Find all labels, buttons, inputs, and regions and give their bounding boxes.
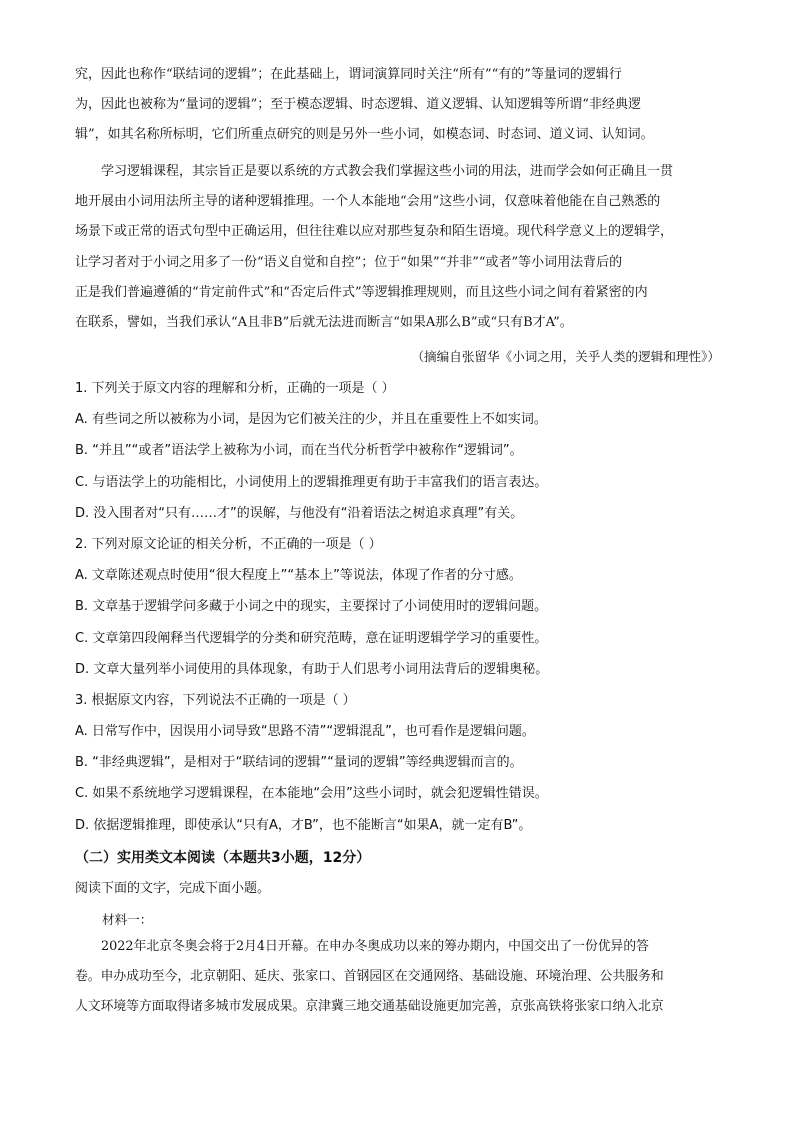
answer-option: B. 文章基于逻辑学问多藏于小词之中的现实，主要探讨了小词使用时的逻辑问题。 [75,599,548,615]
answer-option: A. 日常写作中，因误用小词导致“思路不清”“逻辑混乱”，也可看作是逻辑问题。 [75,724,535,740]
question-stem: 3. 根据原文内容，下列说法不正确的一项是（ ） [75,692,356,708]
material-text [75,932,720,1023]
answer-option: B. “并且”“或者”语法学上被称为小词，而在当代分析哲学中被称作“逻辑词”。 [75,443,523,459]
passage-source: （摘编自张留华《小词之用，关乎人类的逻辑和理性》） [411,349,720,364]
passage-line: 为，因此也被称为“量词的逻辑”；至于模态逻辑、时态逻辑、道义逻辑、认知逻辑等所谓“非经典逻 [75,97,641,113]
answer-option: D. 依据逻辑推理，即使承认“只有A，才B”，也不能断言“如果A，就一定有B”。 [75,817,532,833]
answer-option: C. 文章第四段阐释当代逻辑学的分类和研究范畴，意在证明逻辑学学习的重要性。 [75,630,548,646]
answer-option: C. 与语法学上的功能相比，小词使用上的逻辑推理更有助于丰富我们的语言表达。 [75,474,548,490]
material-line: 人文环境等方面取得诸多城市发展成果。京津冀三地交通基础设施更加完善，京张高铁将张家口纳入北京 [75,999,664,1015]
answer-option: D. 没入围者对“只有……才”的误解，与他没有“沿着语法之树追求真理”有关。 [75,505,524,521]
passage-line: 让学习者对于小词之用多了一份“语义自觉和自控”；位于“如果”“并非”“或者”等小词用法背后的 [75,254,623,270]
answer-option: D. 文章大量列举小词使用的具体现象，有助于人们思考小词用法背后的逻辑奥秘。 [75,661,549,677]
passage-line: 地开展由小词用法所主导的诸种逻辑推理。一个人本能地“会用”这些小词，仅意味着他能在自己熟悉的 [75,194,661,210]
passage-line: 究，因此也称作“联结词的逻辑”；在此基础上，谓词演算同时关注“所有”“有的”等量词的逻辑行 [75,67,622,82]
answer-option: A. 文章陈述观点时使用“很大程度上”“基本上”等说法，体现了作者的分寸感。 [75,568,522,584]
material-line: 卷。申办成功至今，北京朝阳、延庆、张家口、首钢园区在交通网络、基础设施、环境治理、公共服务和 [75,969,664,985]
passage-paragraph [75,157,720,338]
question-stem: 2. 下列对原文论证的相关分析，不正确的一项是（ ） [75,536,382,552]
section-title: （二）实用类文本阅读（本题共3小题，12分） [75,850,371,866]
passage-line: 学习逻辑课程，其宗旨正是要以系统的方式教会我们掌握这些小词的用法，进而学会如何正确且一贯 [101,164,674,179]
answer-option: C. 如果不系统地学习逻辑课程，在本能地“会用”这些小词时，就会犯逻辑性错误。 [75,786,548,802]
passage-line: 场景下或正常的语式句型中正确运用，但往往难以应对那些复杂和陌生语境。现代科学意义上的逻辑学， [75,224,674,240]
material-label: 材料一： [102,912,153,927]
material-line: 2022年北京冬奥会将于2月4日开幕。在申办冬奥成功以来的筹办期内，中国交出了一份优异的答 [101,939,649,954]
passage-line: 在联系，譬如，当我们承认“A且非B”后就无法进而断言“如果A那么B”或“只有B才A”。 [75,314,573,330]
section-instruction: 阅读下面的文字，完成下面小题。 [75,881,271,896]
answer-option: A. 有些词之所以被称为小词，是因为它们被关注的少，并且在重要性上不如实词。 [75,412,547,428]
passage-line: 正是我们普遍遵循的“肯定前件式”和“否定后件式”等逻辑推理规则，而且这些小词之间有着紧密的内 [75,284,648,300]
passage-line: 辑”，如其名称所标明，它们所重点研究的则是另外一些小词，如模态词、时态词、道义词、认知词。 [75,127,654,143]
passage-continuation [75,60,720,151]
question-stem: 1. 下列关于原文内容的理解和分析，正确的一项是（ ） [75,381,395,396]
answer-option: B. “非经典逻辑”，是相对于“联结词的逻辑”“量词的逻辑”等经典逻辑而言的。 [75,755,523,771]
question-list [75,373,735,841]
